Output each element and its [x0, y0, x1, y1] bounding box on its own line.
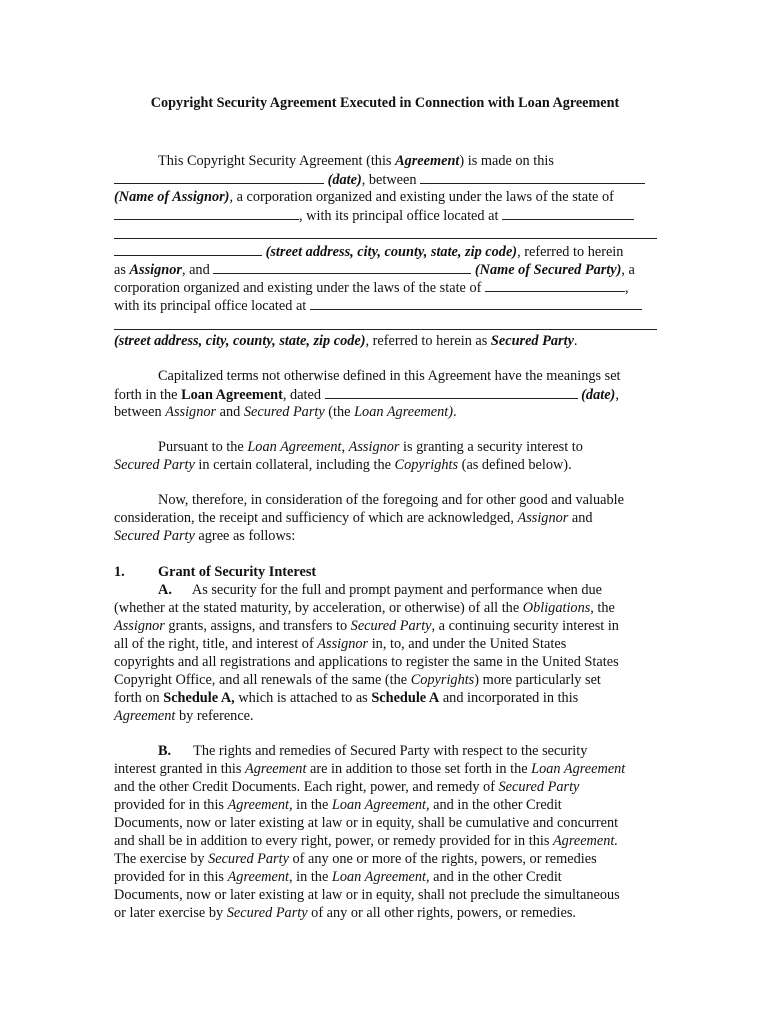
- intro-line-5: (street address, city, county, state, zip code), referred to herein: [114, 242, 623, 261]
- section-a-line-1: A. As security for the full and prompt payment and performance when due: [158, 582, 603, 598]
- intro-line-6: as Assignor, and (Name of Secured Party), a: [114, 262, 635, 278]
- section-a-line-8: Agreement by reference.: [114, 708, 254, 724]
- secured-party-office-blank[interactable]: [310, 296, 642, 310]
- assignor-name-blank[interactable]: [420, 170, 645, 184]
- section-b-line-5: Documents, now or later existing at law or in equity, shall be cumulative and concurrent: [114, 815, 619, 831]
- section-a-label: A.: [158, 582, 172, 598]
- capitalized-line-1: Capitalized terms not otherwise defined in this Agreement have the meanings set: [158, 368, 621, 384]
- section-b-line-2: interest granted in this Agreement are in addition to those set forth in the Loan Agreement: [114, 761, 626, 777]
- section-b-line-1: B. The rights and remedies of Secured Party with respect to the security: [158, 743, 588, 759]
- section-b-line-4: provided for in this Agreement, in the Loan Agreement, and in the other Credit: [114, 797, 562, 813]
- secured-party-address-line[interactable]: [114, 329, 657, 330]
- section-a-line-2: (whether at the stated maturity, by acceleration, or otherwise) of all the Obligations, the: [114, 600, 615, 616]
- assignor-address-line[interactable]: [114, 238, 657, 239]
- therefore-line-1: Now, therefore, in consideration of the foregoing and for other good and valuable: [158, 492, 624, 508]
- section-b-line-7: The exercise by Secured Party of any one or more of the rights, powers, or remedies: [114, 851, 597, 867]
- pursuant-line-2: Secured Party in certain collateral, including the Copyrights (as defined below).: [114, 457, 572, 473]
- section-b-label: B.: [158, 743, 172, 759]
- intro-line-9: (street address, city, county, state, zip code), referred to herein as Secured Party.: [114, 333, 578, 349]
- capitalized-line-2: forth in the Loan Agreement, dated (date),: [114, 387, 619, 403]
- secured-party-name-blank[interactable]: [213, 260, 471, 274]
- intro-line-1: This Copyright Security Agreement (this Agreement) is made on this: [158, 153, 554, 169]
- section-heading: Grant of Security Interest: [158, 564, 317, 580]
- secured-party-state-blank[interactable]: [485, 278, 625, 292]
- therefore-line-3: Secured Party agree as follows:: [114, 528, 296, 544]
- intro-line-4: , with its principal office located at: [114, 206, 634, 225]
- section-a-line-3: Assignor grants, assigns, and transfers to Secured Party, a continuing security interest in: [114, 618, 619, 634]
- assignor-office-blank[interactable]: [502, 206, 634, 220]
- intro-line-8: with its principal office located at: [114, 296, 642, 315]
- section-b-line-10: or later exercise by Secured Party of any or all other rights, powers, or remedies.: [114, 905, 576, 921]
- section-b-line-6: and shall be in addition to every right, power, or remedy provided for in this Agreement.: [114, 833, 618, 849]
- section-b-line-3: and the other Credit Documents. Each right, power, and remedy of Secured Party: [114, 779, 580, 795]
- intro-line-2: (date), between: [114, 170, 645, 189]
- assignor-address-blank[interactable]: [114, 242, 262, 256]
- capitalized-line-3: between Assignor and Secured Party (the Loan Agreement).: [114, 404, 457, 420]
- section-a-line-6: Copyright Office, and all renewals of the same (the Copyrights) more particularly set: [114, 672, 601, 688]
- section-number: 1.: [114, 564, 125, 580]
- section-b-line-9: Documents, now or later existing at law or in equity, shall not preclude the simultaneous: [114, 887, 620, 903]
- section-a-line-5: copyrights and all registrations and applications to register the same in the United States: [114, 654, 619, 670]
- intro-line-7: corporation organized and existing under the laws of the state of ,: [114, 280, 629, 296]
- loan-date-blank[interactable]: [325, 385, 578, 399]
- pursuant-line-1: Pursuant to the Loan Agreement, Assignor is granting a security interest to: [158, 439, 583, 455]
- assignor-state-blank[interactable]: [114, 206, 299, 220]
- therefore-line-2: consideration, the receipt and sufficiency of which are acknowledged, Assignor and: [114, 510, 593, 526]
- section-a-line-4: all of the right, title, and interest of Assignor in, to, and under the United States: [114, 636, 567, 652]
- section-b-line-8: provided for in this Agreement, in the Loan Agreement, and in the other Credit: [114, 869, 562, 885]
- section-a-line-7: forth on Schedule A, which is attached to as Schedule A and incorporated in this: [114, 690, 579, 706]
- intro-line-3: (Name of Assignor), a corporation organized and existing under the laws of the state of: [114, 189, 614, 205]
- date-blank[interactable]: [114, 170, 324, 184]
- document-title: Copyright Security Agreement Executed in Connection with Loan Agreement: [150, 95, 620, 111]
